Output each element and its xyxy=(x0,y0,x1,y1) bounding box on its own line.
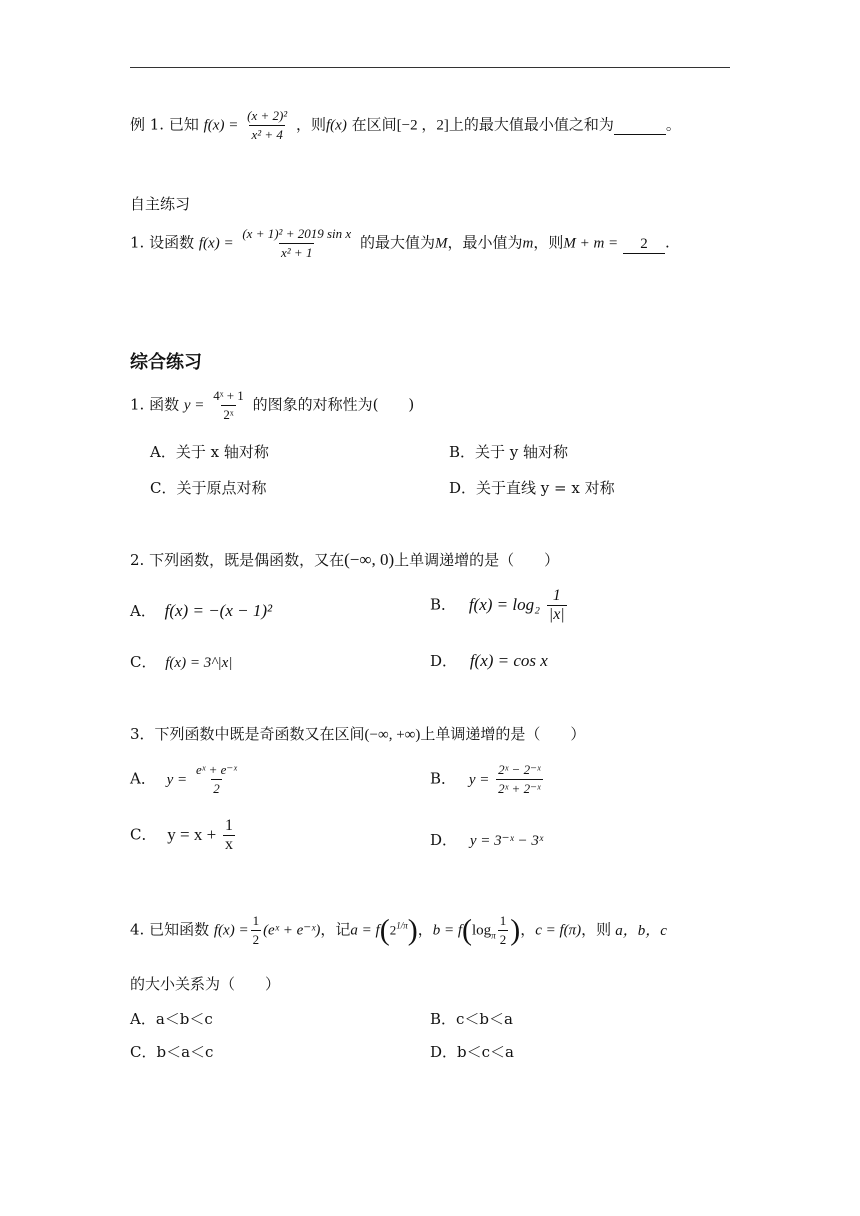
example-interval: [−2 ，2] xyxy=(396,117,449,134)
cp-q1-lhs: y = xyxy=(183,397,205,414)
cp-q3-opt-b-num: 2ˣ − 2⁻ˣ xyxy=(498,762,541,777)
sp-q1-mid3: ，则 xyxy=(533,233,564,252)
cp-q4-c-expr: c = f(π) xyxy=(535,922,582,939)
cp-q2-opt-b-fraction xyxy=(547,588,567,623)
example-mid1: ，则 xyxy=(296,115,327,134)
cp-q1-stem xyxy=(130,388,414,423)
cp-q4-b-open-paren: ( xyxy=(462,913,473,947)
cp-q2-stem-b: 上单调递增的是（ ） xyxy=(394,551,560,569)
example-answer-blank xyxy=(614,116,666,135)
cp-q4-b-den: 2 xyxy=(499,932,507,947)
cp-q3-opt-a-fraction xyxy=(194,762,239,797)
example-mid2: 在区间 xyxy=(351,115,397,134)
cp-q2-option-d xyxy=(430,650,548,671)
cp-q3-stem-a: 3．下列函数中既是奇函数又在区间 xyxy=(130,725,365,743)
cp-q4-mid1: ，记 xyxy=(320,920,351,939)
cp-q2-opt-a-label: A． xyxy=(130,602,156,620)
sp-q1-prefix: 1. 设函数 xyxy=(130,233,195,252)
cp-q1-suffix: 的图象的对称性为( ) xyxy=(252,395,415,414)
example-suffix: 上的最大值最小值之和为 xyxy=(448,115,614,134)
cp-q3-opt-d-label: D． xyxy=(430,831,458,849)
cp-q4-vars: a，b，c xyxy=(615,922,667,939)
cp-q2-opt-b-lhs: f(x) = log₂ xyxy=(468,594,541,614)
cp-q3-interval: (−∞, +∞) xyxy=(364,727,421,743)
sp-q1-lhs: f(x) = xyxy=(198,235,234,252)
example-1 xyxy=(130,108,681,143)
cp-q1-option-a: A．关于 x 轴对称 xyxy=(150,443,269,461)
cp-q4-a-exp: 1/π xyxy=(396,920,408,931)
cp-q3-opt-c-fraction xyxy=(223,818,235,853)
cp-q4-b-fraction xyxy=(498,913,509,948)
cp-q4-a-open-paren: ( xyxy=(379,913,390,947)
sp-q1-answer: 2 xyxy=(623,236,665,254)
cp-q3-opt-c-den: x xyxy=(224,836,233,853)
cp-q1-prefix: 1. 函数 xyxy=(130,395,180,414)
cp-q3-stem-b: 上单调递增的是（ ） xyxy=(420,725,586,743)
cp-q4-b-num: 1 xyxy=(499,913,507,928)
cp-q3-opt-c-lhs: y = x + xyxy=(167,824,217,844)
cp-q2-stem-a: 2. 下列函数，既是偶函数，又在 xyxy=(130,551,345,569)
cp-q2-opt-a-expr: f(x) = −(x − 1)² xyxy=(164,601,273,620)
cp-q2-option-a xyxy=(130,600,272,621)
cp-q3-opt-b-label: B． xyxy=(430,769,457,788)
cp-q3-opt-c-num: 1 xyxy=(224,817,233,834)
example-func-lhs: f(x) = xyxy=(203,117,239,134)
cp-q3-option-c xyxy=(130,818,237,853)
self-practice-title: 自主练习 xyxy=(130,195,191,213)
sp-q1-expr: M + m = xyxy=(563,235,619,252)
cp-q4-a-expr: a = f xyxy=(350,922,380,939)
cp-q3-opt-d-expr: y = 3⁻ˣ − 3ˣ xyxy=(469,833,544,849)
cp-q1-fraction xyxy=(211,388,246,423)
cp-q2-opt-b-den: |x| xyxy=(548,606,565,623)
cp-q3-option-b xyxy=(430,762,545,797)
example-prefix: 例 1. 已知 xyxy=(130,115,199,134)
cp-q4-option-d: D．b＜c＜a xyxy=(430,1043,514,1061)
cp-q2-opt-c-label: C． xyxy=(130,653,157,671)
cp-q2-opt-d-expr: f(x) = cos x xyxy=(469,651,548,670)
cp-q2-option-b xyxy=(430,588,569,623)
cp-q4-option-c: C．b＜a＜c xyxy=(130,1043,214,1061)
cp-q4-a-inner: 2 xyxy=(389,922,397,938)
example-fx: f(x) xyxy=(326,117,347,134)
example-end: 。 xyxy=(665,115,681,134)
cp-q3-stem xyxy=(130,723,585,744)
cp-q3-opt-a-den: 2 xyxy=(213,781,220,796)
sp-q1-denominator: x² + 1 xyxy=(281,245,313,260)
cp-q3-opt-c-label: C． xyxy=(130,825,157,844)
cp-q2-opt-b-num: 1 xyxy=(552,587,561,604)
example-denominator: x² + 4 xyxy=(251,127,283,142)
cp-q4-mid2: ， xyxy=(417,920,433,939)
cp-q1-option-d: D．关于直线 y = x 对称 xyxy=(449,479,615,497)
sp-q1-mid2: ，最小值为 xyxy=(447,233,523,252)
cp-q4-prefix: 4. 已知函数 xyxy=(130,920,210,939)
cp-q2-interval: (−∞, 0) xyxy=(344,550,395,569)
cp-q4-option-b: B．c＜b＜a xyxy=(430,1010,513,1028)
cp-q4-option-a: A．a＜b＜c xyxy=(130,1010,213,1028)
cp-q3-option-a xyxy=(130,762,241,797)
cp-q3-option-d xyxy=(430,829,543,850)
cp-q4-half-num: 1 xyxy=(252,913,260,928)
cp-q4-b-base: π xyxy=(491,930,496,941)
sp-q1-numerator: (x + 1)² + 2019 sin x xyxy=(242,226,352,241)
cp-q3-opt-a-num: eˣ + e⁻ˣ xyxy=(195,762,237,777)
cp-q2-stem xyxy=(130,549,559,570)
cp-q4-line2: 的大小关系为（ ） xyxy=(130,975,281,993)
cp-q4-b-close-paren: ) xyxy=(510,913,521,947)
cp-q4-lhs: f(x) = xyxy=(213,922,249,939)
sp-q1-m: m xyxy=(522,235,534,252)
cp-q4-stem xyxy=(130,913,667,948)
sp-q1-M: M xyxy=(434,235,448,252)
cp-q3-opt-b-den: 2ˣ + 2⁻ˣ xyxy=(498,781,541,796)
cp-q3-opt-a-lhs: y = xyxy=(166,771,188,788)
cp-q4-a-close-paren: ) xyxy=(407,913,418,947)
self-practice-q1 xyxy=(130,226,670,261)
sp-q1-fraction xyxy=(240,226,353,261)
cp-q4-half-den: 2 xyxy=(252,932,260,947)
sp-q1-end: . xyxy=(664,233,670,252)
example-fraction xyxy=(245,108,289,143)
cp-q4-b-expr: b = f xyxy=(432,922,463,939)
cp-q4-b-log: log xyxy=(472,922,492,939)
cp-q2-opt-b-label: B． xyxy=(430,595,457,614)
cp-q2-option-c xyxy=(130,651,232,672)
comprehensive-title: 综合练习 xyxy=(130,352,202,373)
cp-q1-option-b: B．关于 y 轴对称 xyxy=(449,443,569,461)
cp-q3-opt-a-label: A． xyxy=(130,769,156,788)
cp-q3-opt-b-lhs: y = xyxy=(468,771,490,788)
sp-q1-mid1: 的最大值为 xyxy=(359,233,435,252)
cp-q2-opt-d-label: D． xyxy=(430,652,458,670)
cp-q4-mid4: ，则 xyxy=(581,920,612,939)
cp-q1-denominator: 2ˣ xyxy=(223,407,234,422)
example-numerator: (x + 2)² xyxy=(247,108,288,123)
cp-q3-opt-b-fraction xyxy=(496,762,542,797)
cp-q1-option-c: C．关于原点对称 xyxy=(150,479,267,497)
cp-q2-opt-c-expr: f(x) = 3^|x| xyxy=(165,655,233,671)
cp-q1-numerator: 4ˣ + 1 xyxy=(213,388,244,403)
header-rule xyxy=(130,67,730,68)
cp-q4-half xyxy=(251,913,262,948)
cp-q4-mid3: ， xyxy=(520,920,536,939)
cp-q4-paren-body: (eˣ + e⁻ˣ) xyxy=(263,922,321,939)
